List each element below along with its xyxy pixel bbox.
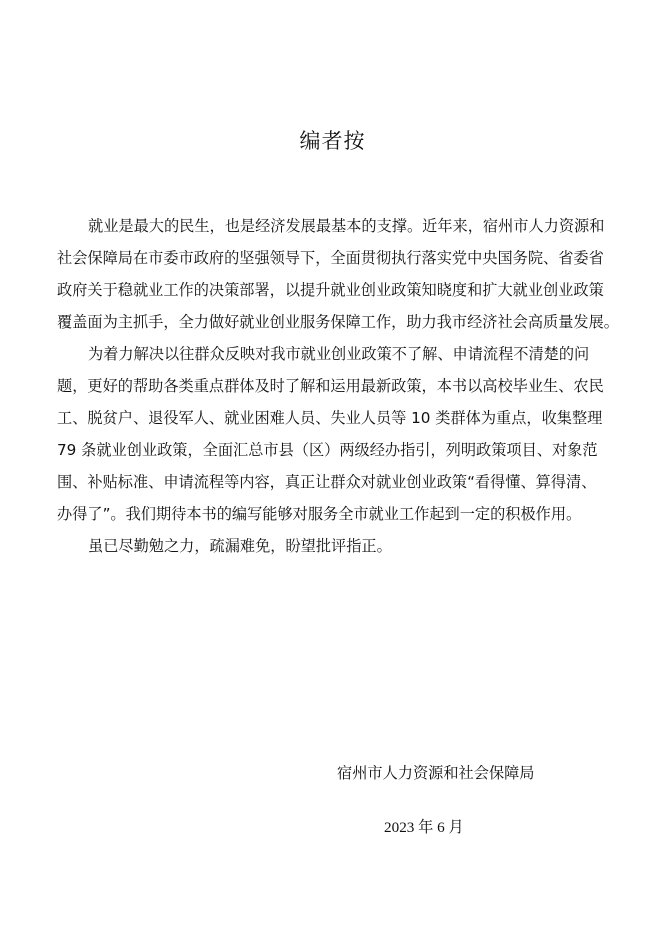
paragraph-line: 社会保障局在市委市政府的坚强领导下，全面贯彻执行落实党中央国务院、省委省: [57, 249, 604, 267]
paragraph-line: 79 条就业创业政策，全面汇总市县（区）两级经办指引，列明政策项目、对象范: [57, 441, 598, 459]
paragraph-line: 覆盖面为主抓手，全力做好就业创业服务保障工作，助力我市经济社会高质量发展。: [57, 313, 619, 331]
paragraph-line: 办得了”。我们期待本书的编写能够对服务全市就业工作起到一定的积极作用。: [57, 505, 582, 523]
date: 2023 年 6 月: [384, 819, 464, 836]
signature: 宿州市人力资源和社会保障局: [337, 764, 535, 782]
editor-note-body: [57, 210, 619, 562]
page-title: 编者按: [299, 129, 366, 153]
paragraph-2: [57, 338, 609, 530]
paragraph-line: 政府关于稳就业工作的决策部署，以提升就业创业政策知晓度和扩大就业创业政策: [57, 281, 604, 299]
paragraph-line: 工、脱贫户、退役军人、就业困难人员、失业人员等 10 类群体为重点，收集整理: [57, 409, 603, 427]
paragraph-line: 题，更好的帮助各类重点群体及时了解和运用最新政策，本书以高校毕业生、农民: [57, 377, 604, 395]
paragraph-line: 为着力解决以往群众反映对我市就业创业政策不了解、申请流程不清楚的问: [88, 345, 590, 363]
paragraph-3: [57, 530, 609, 562]
paragraph-line: 围、补贴标准、申请流程等内容，真正让群众对就业创业政策“看得懂、算得清、: [57, 473, 597, 491]
paragraph-line: 虽已尽勤勉之力，疏漏难免，盼望批评指正。: [88, 537, 392, 555]
paragraph-line: 就业是最大的民生，也是经济发展最基本的支撑。近年来，宿州市人力资源和: [88, 217, 605, 235]
paragraph-1: [57, 210, 619, 338]
